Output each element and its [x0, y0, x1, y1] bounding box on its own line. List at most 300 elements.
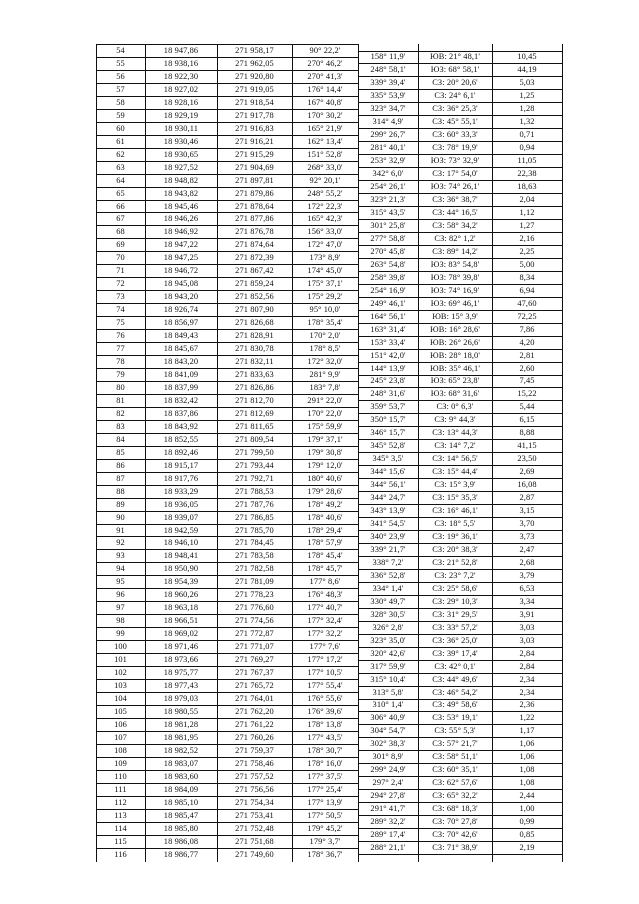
- right-table-cell: СЗ: 29° 10,3': [432, 596, 478, 606]
- left-table-cell: 271 917,78: [235, 110, 274, 120]
- right-table-cell: 47,60: [517, 298, 537, 308]
- right-table-cell: СЗ: 9° 44,3': [434, 415, 476, 425]
- left-table-cell: 101: [114, 654, 127, 664]
- left-table-cell: 106: [114, 719, 127, 729]
- left-table-cell: 102: [114, 667, 127, 677]
- right-table-cell: СЗ: 46° 54,2': [432, 687, 478, 697]
- right-table-cell: СЗ: 55° 5,3': [434, 726, 476, 736]
- right-table-cell: 345° 3,5': [372, 454, 404, 464]
- right-table-cell: 297° 2,4': [372, 778, 404, 788]
- left-table-cell: 271 769,27: [235, 654, 274, 664]
- left-table-cell: 177° 10,5': [307, 667, 343, 677]
- left-table-cell: 271 761,22: [235, 719, 274, 729]
- left-table-cell: 93: [116, 551, 125, 561]
- left-table-cell: 18 927,52: [163, 162, 199, 172]
- right-table-cell: СЗ: 14° 56,5': [432, 454, 478, 464]
- right-table-cell: СЗ: 49° 58,6': [432, 700, 478, 710]
- left-table-cell: 18 979,03: [163, 693, 199, 703]
- left-table-cell: 271 897,81: [235, 175, 274, 185]
- right-table-cell: 2,81: [519, 350, 535, 360]
- left-table-cell: 271 877,86: [235, 214, 274, 224]
- right-table-cell: СЗ: 33° 57,2': [432, 622, 478, 632]
- right-table-cell: 1,17: [519, 726, 535, 736]
- left-table-cell: 18 849,43: [163, 330, 199, 340]
- left-table-cell: 270° 41,3': [307, 71, 343, 81]
- left-table-cell: 170° 30,2': [307, 110, 343, 120]
- left-table-cell: 18 852,55: [163, 434, 199, 444]
- left-table-cell: 18 945,46: [163, 201, 199, 211]
- left-table-cell: 177° 7,6': [309, 641, 341, 651]
- right-table-cell: СЗ: 16° 46,1': [432, 505, 478, 515]
- left-table-cell: 18 936,05: [163, 499, 199, 509]
- right-table-cell: 3,34: [519, 596, 535, 606]
- right-table-cell: ЮВ: 16° 28,6': [430, 324, 480, 334]
- left-table-cell: 74: [116, 304, 125, 314]
- right-table-cell: СЗ: 23° 7,2': [434, 570, 476, 580]
- right-table-cell: 3,03: [519, 622, 535, 632]
- left-table-cell: 177° 40,7': [307, 603, 343, 613]
- left-table-cell: 18 927,02: [163, 84, 199, 94]
- left-table-cell: 178° 45,7': [307, 564, 343, 574]
- left-table-cell: 156° 33,0': [307, 227, 343, 237]
- left-table-cell: 109: [114, 758, 127, 768]
- left-table-cell: 178° 30,7': [307, 745, 343, 755]
- left-table-cell: 178° 16,0': [307, 758, 343, 768]
- left-table-cell: 281° 9,9': [309, 369, 341, 379]
- left-table-cell: 70: [116, 253, 125, 263]
- right-table-cell: 6,94: [519, 285, 535, 295]
- left-table-cell: 271 774,56: [235, 616, 274, 626]
- right-table-cell: СЗ: 15° 44,4': [432, 466, 478, 476]
- left-table-cell: 165° 42,3': [307, 214, 343, 224]
- right-table-cell: 336° 52,8': [370, 570, 406, 580]
- left-table-cell: 175° 29,2': [307, 292, 343, 302]
- left-table-cell: 18 973,66: [163, 654, 199, 664]
- left-table-cell: 18 946,92: [163, 227, 199, 237]
- left-table-cell: 177° 55,4': [307, 680, 343, 690]
- right-table-cell: 341° 54,5': [370, 518, 406, 528]
- left-table-cell: 110: [114, 771, 127, 781]
- left-table-cell: 18 981,28: [163, 719, 199, 729]
- right-table-cell: СЗ: 36° 38,7': [432, 194, 478, 204]
- left-table-cell: 18 954,39: [163, 577, 199, 587]
- left-table-cell: 271 919,05: [235, 84, 274, 94]
- left-table-cell: 271 783,58: [235, 551, 274, 561]
- right-table-cell: 323° 21,3': [370, 194, 406, 204]
- right-table-cell: 323° 34,7': [370, 104, 406, 114]
- left-table-cell: 248° 55,2': [307, 188, 343, 198]
- right-table-cell: 11,05: [517, 155, 537, 165]
- left-table-cell: 18 939,07: [163, 512, 199, 522]
- left-table-cell: 113: [114, 810, 127, 820]
- right-table-cell: 2,34: [519, 687, 535, 697]
- left-table-cell: 271 867,42: [235, 266, 274, 276]
- left-table-cell: 271 764,01: [235, 693, 274, 703]
- left-table-cell: 18 938,16: [163, 58, 199, 68]
- left-table-cell: 18 843,20: [163, 356, 199, 366]
- left-table-cell: 18 960,26: [163, 590, 199, 600]
- left-table-cell: 271 878,64: [235, 201, 274, 211]
- left-table-cell: 18 845,67: [163, 343, 199, 353]
- right-table-cell: 339° 39,4': [370, 78, 406, 88]
- left-table-cell: 271 826,68: [235, 317, 274, 327]
- left-table-cell: 69: [116, 240, 125, 250]
- left-table-cell: 18 983,07: [163, 758, 199, 768]
- left-table-cell: 57: [116, 84, 125, 94]
- left-table-cell: 90: [116, 512, 125, 522]
- right-table-cell: 343° 13,9': [370, 505, 406, 515]
- right-table-cell: СЗ: 82° 1,2': [434, 233, 476, 243]
- right-table-cell: 320° 42,6': [370, 648, 406, 658]
- right-table-cell: 289° 17,4': [370, 829, 406, 839]
- left-table-cell: 105: [114, 706, 127, 716]
- right-table-cell: 338° 7,2': [372, 557, 404, 567]
- left-table-cell: 115: [114, 836, 127, 846]
- right-table-cell: 3,70: [519, 518, 535, 528]
- left-table-cell: 18 945,08: [163, 279, 199, 289]
- left-table-cell: 62: [116, 149, 125, 159]
- right-table-cell: 1,06: [519, 752, 535, 762]
- left-table-cell: 18 930,65: [163, 149, 199, 159]
- right-table-cell: 1,22: [519, 713, 535, 723]
- right-table-cell: 339° 21,7': [370, 544, 406, 554]
- right-table-cell: СЗ: 42° 0,1': [434, 661, 476, 671]
- left-table-cell: 175° 37,1': [307, 279, 343, 289]
- right-table-cell: 8,34: [519, 272, 535, 282]
- right-table-cell: 3,15: [519, 505, 535, 515]
- right-table-cell: 326° 2,8': [372, 622, 404, 632]
- left-table-cell: 67: [116, 214, 125, 224]
- left-table-cell: 18 986,08: [163, 836, 199, 846]
- right-table-cell: 263° 54,8': [370, 259, 406, 269]
- left-table-cell: 18 915,17: [163, 460, 199, 470]
- right-table-cell: СЗ: 25° 58,6': [432, 583, 478, 593]
- left-table-cell: 271 762,20: [235, 706, 274, 716]
- left-table-cell: 167° 40,8': [307, 97, 343, 107]
- left-table-cell: 60: [116, 123, 125, 133]
- left-table-cell: 177° 17,2': [307, 654, 343, 664]
- left-table-cell: 177° 37,5': [307, 771, 343, 781]
- right-table-cell: 6,15: [519, 415, 535, 425]
- left-table-cell: 178° 40,6': [307, 512, 343, 522]
- right-table-cell: 313° 5,8': [372, 687, 404, 697]
- right-table-cell: 277° 58,8': [370, 233, 406, 243]
- right-table-cell: 310° 1,4': [372, 700, 404, 710]
- left-table-cell: 114: [114, 823, 127, 833]
- right-table-cell: 2,84: [519, 661, 535, 671]
- right-table-cell: 22,38: [517, 168, 537, 178]
- left-column-border: [292, 44, 293, 862]
- left-table-cell: 18 843,92: [163, 421, 199, 431]
- left-table-cell: 18 982,52: [163, 745, 199, 755]
- right-table-cell: 254° 26,1': [370, 181, 406, 191]
- right-table-cell: 0,99: [519, 816, 535, 826]
- right-table-cell: 2,47: [519, 544, 535, 554]
- left-table-cell: 271 784,45: [235, 538, 274, 548]
- right-table-cell: 1,00: [519, 803, 535, 813]
- left-table-cell: 178° 35,4': [307, 317, 343, 327]
- left-table-cell: 176° 14,4': [307, 84, 343, 94]
- right-table-cell: СЗ: 68° 18,3': [432, 803, 478, 813]
- left-table-cell: 271 751,68: [235, 836, 274, 846]
- left-table-cell: 18 943,20: [163, 292, 199, 302]
- left-table-cell: 271 753,41: [235, 810, 274, 820]
- right-table-cell: ЮВ: 15° 3,9': [432, 311, 478, 321]
- right-table-cell: ЮЗ: 73° 32,9': [430, 155, 480, 165]
- right-table-cell: 291° 41,7': [370, 803, 406, 813]
- left-table-cell: 271 832,11: [235, 356, 274, 366]
- right-table-cell: СЗ: 44° 16,5': [432, 207, 478, 217]
- left-table-cell: 66: [116, 201, 125, 211]
- right-table-cell: СЗ: 70° 27,8': [432, 816, 478, 826]
- right-table-cell: 304° 54,7': [370, 726, 406, 736]
- left-table-cell: 18 946,10: [163, 538, 199, 548]
- right-table-cell: СЗ: 21° 52,8': [432, 557, 478, 567]
- left-table-cell: 96: [116, 590, 125, 600]
- left-table-cell: 178° 29,4': [307, 525, 343, 535]
- left-table-cell: 270° 46,2': [307, 58, 343, 68]
- left-table-cell: 72: [116, 279, 125, 289]
- right-table-cell: СЗ: 36° 25,3': [432, 104, 478, 114]
- left-table-cell: 271 874,64: [235, 240, 274, 250]
- left-table-cell: 176° 55,6': [307, 693, 343, 703]
- left-table-cell: 175° 59,9': [307, 421, 343, 431]
- left-table-cell: 271 785,70: [235, 525, 274, 535]
- right-table-cell: 2,04: [519, 194, 535, 204]
- right-table-cell: СЗ: 62° 57,6': [432, 778, 478, 788]
- right-table-cell: СЗ: 17° 54,0': [432, 168, 478, 178]
- left-table-cell: 271 833,63: [235, 369, 274, 379]
- left-table-cell: 179° 45,2': [307, 823, 343, 833]
- left-table-cell: 178° 57,9': [307, 538, 343, 548]
- left-table-cell: 76: [116, 330, 125, 340]
- left-table-cell: 179° 28,6': [307, 486, 343, 496]
- left-table-cell: 78: [116, 356, 125, 366]
- left-table-cell: 18 892,46: [163, 447, 199, 457]
- right-table-cell: 3,73: [519, 531, 535, 541]
- left-table-cell: 84: [116, 434, 125, 444]
- left-table-cell: 68: [116, 227, 125, 237]
- left-table-cell: 271 781,09: [235, 577, 274, 587]
- right-table-cell: 5,03: [519, 78, 535, 88]
- right-table-cell: 328° 30,5': [370, 609, 406, 619]
- left-table-cell: 271 765,72: [235, 680, 274, 690]
- left-table-cell: 18 969,02: [163, 628, 199, 638]
- right-table-cell: 245° 23,8': [370, 376, 406, 386]
- left-table-cell: 111: [114, 784, 127, 794]
- left-table-cell: 18 856,97: [163, 317, 199, 327]
- left-table-cell: 271 759,37: [235, 745, 274, 755]
- left-table-cell: 18 946,26: [163, 214, 199, 224]
- left-table-cell: 65: [116, 188, 125, 198]
- left-table-cell: 271 811,65: [235, 421, 274, 431]
- left-table-cell: 18 832,42: [163, 395, 199, 405]
- left-table-cell: 18 841,09: [163, 369, 199, 379]
- right-row-separator: [358, 854, 562, 855]
- left-table-cell: 18 963,18: [163, 603, 199, 613]
- right-table-cell: 3,91: [519, 609, 535, 619]
- left-table-cell: 56: [116, 71, 125, 81]
- right-table-cell: 7,45: [519, 376, 535, 386]
- right-table-cell: 350° 15,7': [370, 415, 406, 425]
- right-table-cell: СЗ: 57° 21,7': [432, 739, 478, 749]
- left-table-cell: 271 876,78: [235, 227, 274, 237]
- left-table-cell: 177° 32,4': [307, 616, 343, 626]
- left-table-cell: 271 852,56: [235, 292, 274, 302]
- right-table-cell: 317° 59,9': [370, 661, 406, 671]
- right-table-cell: ЮВ: 28° 18,0': [430, 350, 480, 360]
- left-table-cell: 90° 22,2': [309, 45, 341, 55]
- left-table-cell: 271 958,17: [235, 45, 274, 55]
- right-table-cell: 249° 46,1': [370, 298, 406, 308]
- right-table-cell: 258° 39,8': [370, 272, 406, 282]
- left-table-cell: 89: [116, 499, 125, 509]
- right-table-cell: 3,79: [519, 570, 535, 580]
- right-table-cell: 2,84: [519, 648, 535, 658]
- right-table-cell: 0,71: [519, 130, 535, 140]
- left-table-cell: 18 928,16: [163, 97, 199, 107]
- left-table-cell: 179° 30,8': [307, 447, 343, 457]
- left-table-cell: 98: [116, 616, 125, 626]
- left-table-cell: 18 922,30: [163, 71, 199, 81]
- left-table-cell: 271 828,91: [235, 330, 274, 340]
- left-table-cell: 99: [116, 628, 125, 638]
- left-table-cell: 271 904,69: [235, 162, 274, 172]
- left-table-cell: 18 930,11: [163, 123, 199, 133]
- right-table-cell: СЗ: 44° 49,6': [432, 674, 478, 684]
- right-table-cell: 253° 32,9': [370, 155, 406, 165]
- right-table-cell: 2,60: [519, 363, 535, 373]
- right-table-cell: СЗ: 58° 34,2': [432, 220, 478, 230]
- right-table-cell: 346° 15,7': [370, 428, 406, 438]
- right-table-cell: 334° 1,4': [372, 583, 404, 593]
- right-table-cell: 1,08: [519, 778, 535, 788]
- right-table-cell: ЮЗ: 68° 31,6': [430, 389, 480, 399]
- left-table-cell: 18 837,99: [163, 382, 199, 392]
- right-table-cell: ЮЗ: 78° 39,8': [430, 272, 480, 282]
- left-table-cell: 172° 32,0': [307, 356, 343, 366]
- right-table-cell: 15,22: [517, 389, 537, 399]
- left-table-cell: 271 830,78: [235, 343, 274, 353]
- left-table-cell: 107: [114, 732, 127, 742]
- left-table-cell: 271 771,07: [235, 641, 274, 651]
- left-table-cell: 271 782,58: [235, 564, 274, 574]
- right-table-cell: 1,06: [519, 739, 535, 749]
- left-table-cell: 271 757,52: [235, 771, 274, 781]
- right-table-cell: 2,16: [519, 233, 535, 243]
- right-table-cell: СЗ: 18° 5,5': [434, 518, 476, 528]
- right-table-cell: 359° 53,7': [370, 402, 406, 412]
- left-table-cell: 95° 10,0': [309, 304, 341, 314]
- left-table-cell: 97: [116, 603, 125, 613]
- left-table-cell: 112: [114, 797, 127, 807]
- left-table-cell: 268° 33,0': [307, 162, 343, 172]
- left-table-cell: 165° 21,9': [307, 123, 343, 133]
- left-table-cell: 100: [114, 641, 127, 651]
- left-table-cell: 271 776,60: [235, 603, 274, 613]
- left-table-cell: 177° 50,5': [307, 810, 343, 820]
- left-table-cell: 271 916,83: [235, 123, 274, 133]
- right-table-cell: ЮЗ: 83° 54,8': [430, 259, 480, 269]
- left-table-cell: 271 807,90: [235, 304, 274, 314]
- right-table-cell: 299° 24,9': [370, 765, 406, 775]
- left-table-cell: 88: [116, 486, 125, 496]
- left-column-border: [96, 44, 97, 862]
- right-table-cell: 345° 52,8': [370, 441, 406, 451]
- right-table-cell: 44,19: [517, 65, 537, 75]
- left-table-cell: 271 772,87: [235, 628, 274, 638]
- right-table-cell: 344° 56,1': [370, 479, 406, 489]
- left-table-cell: 86: [116, 460, 125, 470]
- right-table-cell: СЗ: 15° 35,3': [432, 492, 478, 502]
- right-table-cell: СЗ: 15° 3,9': [434, 479, 476, 489]
- left-table-cell: 177° 13,9': [307, 797, 343, 807]
- right-table-cell: 248° 31,6': [370, 389, 406, 399]
- right-table-cell: 72,25: [517, 311, 537, 321]
- left-table-cell: 79: [116, 369, 125, 379]
- left-table-cell: 271 920,80: [235, 71, 274, 81]
- right-table-cell: СЗ: 20° 20,6': [432, 78, 478, 88]
- right-table-cell: СЗ: 19° 36,1': [432, 531, 478, 541]
- left-table-cell: 18 947,25: [163, 253, 199, 263]
- right-table-cell: СЗ: 53° 19,1': [432, 713, 478, 723]
- left-table-cell: 18 971,46: [163, 641, 199, 651]
- right-table-cell: 41,15: [517, 441, 537, 451]
- right-table-cell: 2,19: [519, 842, 535, 852]
- right-table-cell: 151° 42,0': [370, 350, 406, 360]
- right-table-cell: 254° 16,9': [370, 285, 406, 295]
- left-table-cell: 92° 20,1': [309, 175, 341, 185]
- right-table-cell: 2,69: [519, 466, 535, 476]
- left-table-cell: 183° 7,8': [309, 382, 341, 392]
- right-table-cell: 163° 31,4': [370, 324, 406, 334]
- right-table-cell: 3,03: [519, 635, 535, 645]
- right-table-cell: 10,45: [517, 52, 537, 62]
- left-table-cell: 18 947,86: [163, 45, 199, 55]
- right-table-cell: 144° 13,9': [370, 363, 406, 373]
- left-table-cell: 85: [116, 447, 125, 457]
- left-table-cell: 174° 45,0': [307, 266, 343, 276]
- right-table-cell: 270° 45,8': [370, 246, 406, 256]
- right-table-cell: 342° 6,0': [372, 168, 404, 178]
- right-table-cell: СЗ: 60° 33,3': [432, 130, 478, 140]
- left-column-border: [217, 44, 218, 862]
- left-table-cell: 87: [116, 473, 125, 483]
- left-table-cell: 178° 45,4': [307, 551, 343, 561]
- left-table-cell: 18 980,55: [163, 706, 199, 716]
- right-table-cell: СЗ: 13° 44,3': [432, 428, 478, 438]
- right-table-cell: 6,53: [519, 583, 535, 593]
- left-table-cell: 18 946,72: [163, 266, 199, 276]
- right-table-cell: 7,86: [519, 324, 535, 334]
- right-table-cell: 23,50: [517, 454, 537, 464]
- left-table-cell: 179° 12,0': [307, 460, 343, 470]
- right-table-cell: 1,28: [519, 104, 535, 114]
- left-table-cell: 271 760,26: [235, 732, 274, 742]
- right-table-cell: 330° 49,7': [370, 596, 406, 606]
- left-table-cell: 108: [114, 745, 127, 755]
- right-table-cell: 18,63: [517, 181, 537, 191]
- right-table-cell: 2,44: [519, 790, 535, 800]
- left-table-cell: 18 985,47: [163, 810, 199, 820]
- right-table-cell: 2,87: [519, 492, 535, 502]
- left-column-border: [145, 44, 146, 862]
- right-table-cell: 153° 33,4': [370, 337, 406, 347]
- right-table-cell: ЮВ: 21° 48,1': [430, 52, 480, 62]
- left-table-cell: 18 984,09: [163, 784, 199, 794]
- left-table-cell: 18 942,59: [163, 525, 199, 535]
- left-table-cell: 271 826,86: [235, 382, 274, 392]
